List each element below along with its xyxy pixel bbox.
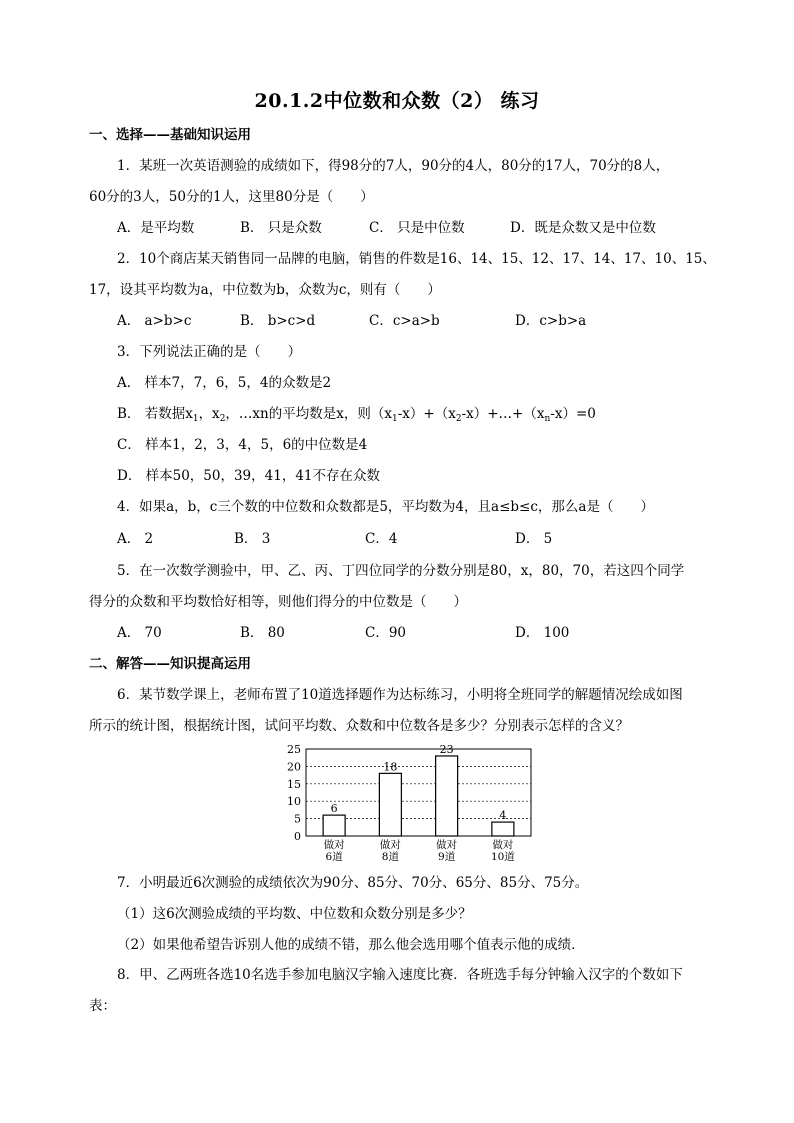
x-tick-label: 10道 (490, 851, 515, 863)
section-heading-choice: 一、选择——基础知识运用 (89, 127, 251, 143)
x-tick-label: 做对 (492, 839, 514, 851)
question-2-line-1: 2．10个商店某天销售同一品牌的电脑，销售的件数是16、14、15、12、17、14、17、10、15、 (117, 251, 716, 267)
option-b: B． 只是众数 (240, 220, 322, 236)
option-b: B． 80 (240, 625, 285, 641)
option-c: C．c>a>b (369, 313, 440, 329)
x-tick-label: 做对 (323, 839, 345, 851)
option-a: A． a>b>c (117, 313, 192, 329)
option-a: A．是平均数 (117, 220, 195, 236)
y-tick-label: 0 (294, 830, 301, 843)
option-c: C．4 (365, 531, 398, 547)
question-3-option-d: D． 样本50，50，39，41，41不存在众数 (117, 468, 381, 484)
question-3-option-b: B． 若数据$x_1$，$x_2$，…xn的平均数是x，则$(x_1-x)+(x_2-x)+\dots+(x_n-x)=0$ (117, 406, 596, 424)
question-8-line-2: 表： (89, 998, 116, 1014)
section-heading-answer: 二、解答——知识提高运用 (89, 656, 251, 672)
question-5-line-2: 得分的众数和平均数恰好相等，则他们得分的中位数是（ ） (89, 594, 467, 610)
x-tick-label: 做对 (379, 839, 401, 851)
bar (436, 756, 458, 836)
x-tick-label: 8道 (381, 851, 399, 863)
question-3-option-c: C． 样本1，2，3，4，5，6的中位数是4 (117, 437, 368, 453)
bar-value-label: 23 (439, 742, 454, 756)
question-8-line-1: 8．甲、乙两班各选10名选手参加电脑汉字输入速度比赛．各班选手每分钟输入汉字的个数如下 (117, 967, 683, 983)
question-6-line-2: 所示的统计图，根据统计图，试问平均数、众数和中位数各是多少？分别表示怎样的含义？ (89, 718, 629, 734)
bar-value-label: 18 (383, 760, 398, 774)
option-c: C．90 (365, 625, 407, 641)
y-tick-label: 25 (287, 743, 301, 756)
bar-value-label: 6 (330, 802, 338, 816)
bar (379, 773, 401, 836)
y-tick-label: 5 (294, 812, 301, 826)
option-d: D．c>b>a (515, 313, 587, 329)
question-3-stem: 3．下列说法正确的是（ ） (117, 344, 302, 360)
bar-chart (280, 742, 540, 868)
y-tick-label: 15 (287, 777, 301, 791)
question-4-stem: 4．如果a，b，c三个数的中位数和众数都是5，平均数为4，且a≤b≤c，那么a是（ ） (117, 499, 654, 515)
question-1-line-2: 60分的3人，50分的1人，这里80分是（ ） (89, 189, 374, 205)
option-b: B． b>c>d (240, 313, 316, 329)
question-7-stem: 7．小明最近6次测验的成绩依次为90分、85分、70分、65分、85分、75分。 (117, 875, 589, 891)
y-tick-label: 20 (287, 760, 301, 774)
option-b: B． 3 (234, 531, 271, 547)
question-5-line-1: 5．在一次数学测验中，甲、乙、丙、丁四位同学的分数分别是80，x，80，70，若这四个同学 (117, 563, 685, 579)
question-2-line-2: 17，设其平均数为a，中位数为b，众数为c，则有（ ） (89, 282, 441, 298)
option-a: A． 70 (117, 625, 162, 641)
y-tick-label: 10 (287, 795, 301, 809)
bar (323, 815, 345, 836)
page-title: 20.1.2中位数和众数（2） 练习 (254, 90, 540, 112)
option-c: C． 只是中位数 (369, 220, 465, 236)
x-tick-label: 9道 (438, 851, 456, 863)
option-d: D． 5 (515, 531, 553, 547)
bar-value-label: 4 (499, 809, 507, 823)
question-7-sub-1: （1）这6次测验成绩的平均数、中位数和众数分别是多少？ (117, 906, 472, 922)
option-d: D． 100 (515, 625, 570, 641)
question-7-sub-2: （2）如果他希望告诉别人他的成绩不错，那么他会选用哪个值表示他的成绩． (117, 937, 585, 953)
option-d: D．既是众数又是中位数 (510, 220, 656, 236)
question-6-line-1: 6．某节数学课上，老师布置了10道选择题作为达标练习，小明将全班同学的解题情况绘成如图 (117, 687, 683, 703)
bar (492, 822, 514, 836)
x-tick-label: 6道 (325, 851, 343, 863)
option-a: A． 2 (117, 531, 154, 547)
x-tick-label: 做对 (436, 839, 458, 851)
question-3-option-a: A． 样本7，7，6，5，4的众数是2 (117, 375, 332, 391)
question-1-line-1: 1．某班一次英语测验的成绩如下，得98分的7人，90分的4人，80分的17人，70分的8人， (117, 158, 670, 174)
